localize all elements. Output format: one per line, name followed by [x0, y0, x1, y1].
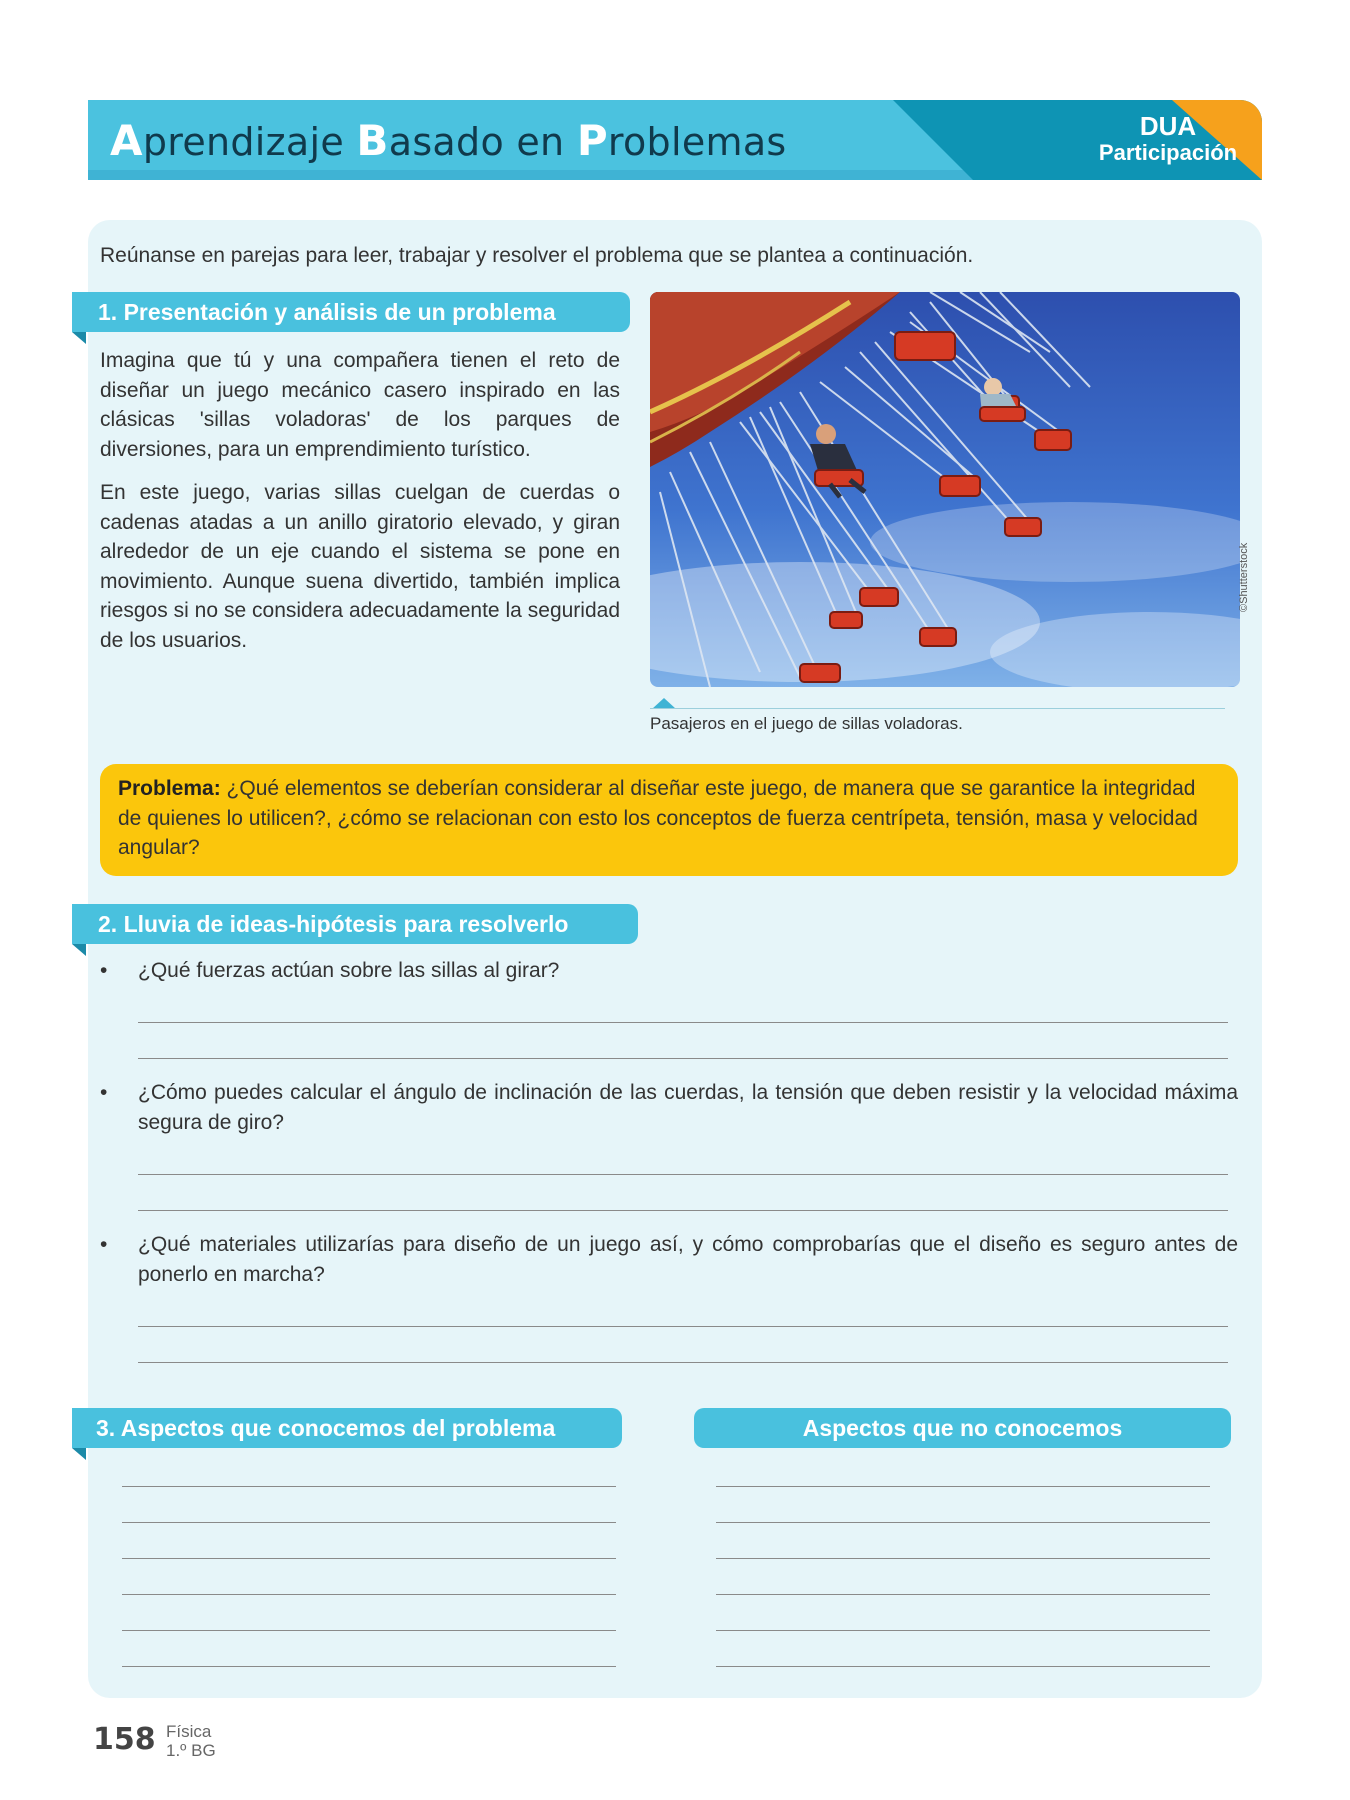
dua-label: DUA: [1139, 111, 1197, 141]
page-title: [110, 116, 787, 165]
section-3-title: 3. Aspectos que conocemos del problema: [96, 1415, 556, 1441]
footer-subject: [166, 1722, 216, 1760]
title-rest-p: roblemas: [607, 120, 787, 164]
answer-line[interactable]: [138, 1210, 1228, 1211]
grade-label: 1.º BG: [166, 1741, 216, 1760]
section-1-title: 1. Presentación y análisis de un problema: [98, 299, 556, 325]
dua-badge: [1073, 112, 1262, 166]
title-rest-a: prendizaje: [142, 120, 357, 164]
title-cap-b: B: [356, 116, 389, 165]
unknown-aspects-tab: [694, 1408, 1231, 1448]
answer-line[interactable]: [138, 1362, 1228, 1363]
bullet-dot: •: [100, 959, 108, 982]
unknown-answer-line[interactable]: [716, 1486, 1210, 1487]
section-1-paragraph-2: En este juego, varias sillas cuelgan de cuerdas o cadenas atadas a un anillo giratorio elevado, y giran alrededor de un eje cuando el sistema se pone en movimiento. Aunque suena divertido, también implica riesgos si no se considera adecuadamente la seguridad de los usuarios.: [100, 481, 620, 652]
answer-line[interactable]: [138, 1058, 1228, 1059]
caption-divider: [650, 708, 1225, 709]
section-1-paragraph-1: Imagina que tú y una compañera tienen el reto de diseñar un juego mecánico casero inspirado en las clásicas 'sillas voladoras' de los parques de diversiones, para un emprendimiento turístico.: [100, 349, 620, 461]
problem-label: Problema:: [118, 777, 221, 800]
photo-caption: Pasajeros en el juego de sillas voladoras.: [650, 714, 963, 733]
problem-text: ¿Qué elementos se deberían considerar al diseñar este juego, de manera que se garantice la integridad de quienes lo utilicen?, ¿cómo se relacionan con esto los conceptos de fuerza centrípeta, tensión, masa y velocidad angular?: [118, 777, 1198, 859]
tab-fold: [72, 944, 86, 956]
bullet-dot: •: [100, 1233, 108, 1256]
known-answer-line[interactable]: [122, 1486, 616, 1487]
section-2-tab: [72, 904, 638, 944]
question-text: ¿Qué materiales utilizarías para diseño de un juego así, y cómo comprobarías que el diseño es seguro antes de ponerlo en marcha?: [138, 1233, 1238, 1286]
unknown-answer-line[interactable]: [716, 1666, 1210, 1667]
answer-line[interactable]: [138, 1174, 1228, 1175]
swing-ride-photo: [650, 292, 1240, 687]
bullet-dot: •: [100, 1081, 108, 1104]
photo-credit: ©Shutterstock: [1238, 542, 1250, 612]
page-number: 158: [93, 1722, 156, 1757]
known-answer-line[interactable]: [122, 1594, 616, 1595]
unknown-aspects-title: Aspectos que no conocemos: [802, 1415, 1123, 1441]
known-answer-line[interactable]: [122, 1522, 616, 1523]
problem-paragraph: [118, 774, 1223, 863]
question-text: ¿Cómo puedes calcular el ángulo de inclinación de las cuerdas, la tensión que deben resistir y la velocidad máxima segura de giro?: [138, 1081, 1238, 1134]
known-answer-line[interactable]: [122, 1558, 616, 1559]
unknown-answer-line[interactable]: [716, 1594, 1210, 1595]
section-1-tab: [72, 292, 630, 332]
unknown-answer-line[interactable]: [716, 1558, 1210, 1559]
header-banner: [88, 100, 1262, 180]
answer-line[interactable]: [138, 1022, 1228, 1023]
title-rest-b: asado en: [388, 120, 577, 164]
known-answer-line[interactable]: [122, 1666, 616, 1667]
dua-sub: Participación: [1098, 140, 1238, 165]
unknown-answer-line[interactable]: [716, 1630, 1210, 1631]
section-3-tab: [72, 1408, 622, 1448]
tab-fold: [72, 1448, 86, 1460]
tab-fold: [72, 332, 86, 344]
section-2-title: 2. Lluvia de ideas-hipótesis para resolverlo: [98, 911, 569, 937]
intro-text: Reúnanse en parejas para leer, trabajar y resolver el problema que se plantea a continuación.: [100, 244, 974, 267]
unknown-answer-line[interactable]: [716, 1522, 1210, 1523]
known-answer-line[interactable]: [122, 1630, 616, 1631]
title-cap-a: A: [110, 116, 143, 165]
question-text: ¿Qué fuerzas actúan sobre las sillas al girar?: [138, 959, 560, 982]
answer-line[interactable]: [138, 1326, 1228, 1327]
problem-box: [100, 764, 1238, 876]
title-cap-p: P: [576, 116, 608, 165]
subject-name: Física: [166, 1722, 212, 1741]
